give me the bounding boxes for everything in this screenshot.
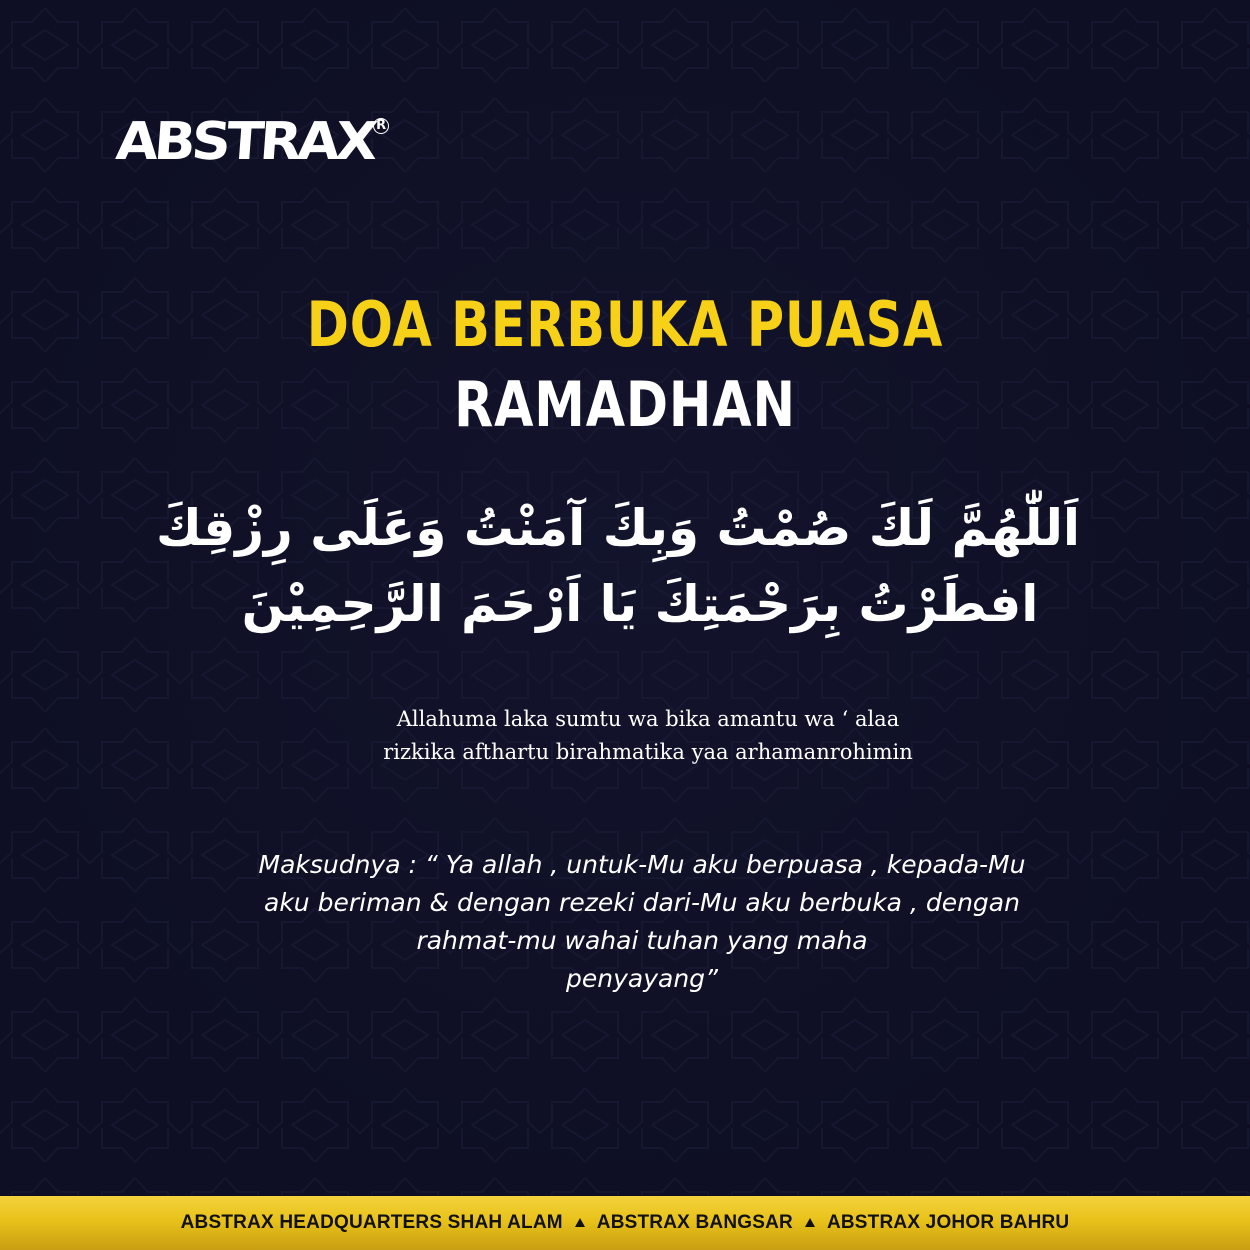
- logo-wordmark: ABSTRAX: [113, 112, 376, 172]
- meaning-line-2: aku beriman & dengan rezeki dari-Mu aku berbuka , dengan: [264, 888, 1020, 917]
- transliteration: [0, 703, 1250, 769]
- title-line-2: RAMADHAN: [454, 368, 796, 441]
- transliteration-line-2: rizkika afthartu birahmatika yaa arhamanrohimin: [383, 740, 913, 764]
- meaning-line-4: penyayang”: [566, 964, 718, 993]
- meaning-line-3: rahmat-mu wahai tuhan yang maha: [416, 926, 868, 955]
- abstrax-logo: [113, 112, 389, 172]
- footer-location-bangsar: ABSTRAX BANGSAR: [596, 1212, 793, 1233]
- triangle-separator-icon: [575, 1218, 585, 1227]
- arabic-line-1: اَللّٰهُمَّ لَكَ صُمْتُ وَبِكَ آمَنْتُ وَعَلَى رِزْقِكَ: [155, 499, 1080, 557]
- meaning-line-1: Maksudnya : “ Ya allah , untuk-Mu aku berpuasa , kepada-Mu: [258, 850, 1026, 879]
- registered-trademark-icon: R: [373, 118, 389, 134]
- transliteration-line-1: Allahuma laka sumtu wa bika amantu wa ‘ alaa: [396, 707, 900, 731]
- meaning-text: [0, 846, 1250, 998]
- triangle-separator-icon: [805, 1218, 815, 1227]
- arabic-line-2: افطَرْتُ بِرَحْمَتِكَ يَا اَرْحَمَ الرَّحِمِيْنَ: [241, 575, 1039, 633]
- arabic-prayer: [155, 490, 1080, 642]
- footer-locations: [181, 1212, 1070, 1234]
- footer-location-johor-bahru: ABSTRAX JOHOR BAHRU: [826, 1212, 1070, 1233]
- footer-location-shah-alam: ABSTRAX HEADQUARTERS SHAH ALAM: [180, 1212, 563, 1233]
- footer-bar: [0, 1196, 1250, 1250]
- title-line-1: DOA BERBUKA PUASA: [306, 288, 944, 361]
